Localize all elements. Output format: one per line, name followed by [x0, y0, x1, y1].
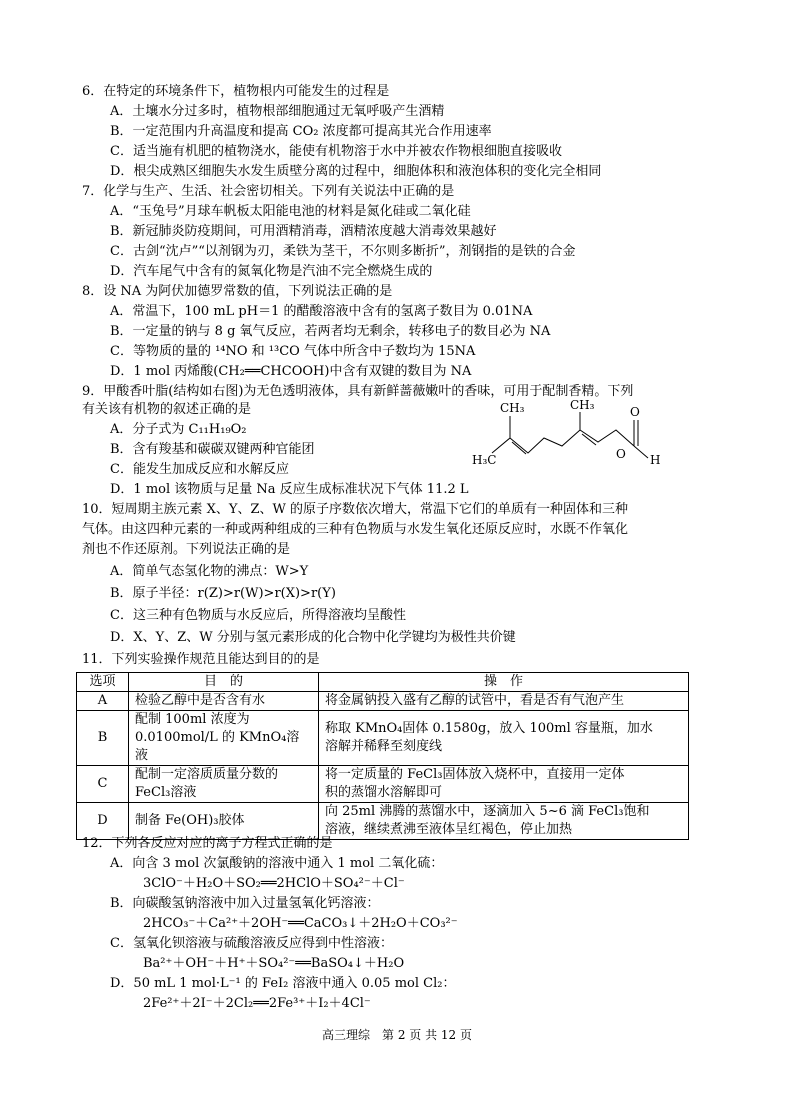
experiment-table	[76, 672, 689, 840]
q10-stem-line3: 剂也不作还原剂。下列说法正确的是	[82, 542, 291, 557]
q7-stem: 7．化学与生产、生活、社会密切相关。下列有关说法中正确的是	[82, 184, 455, 199]
q12-option-c: C．氢氧化钡溶液与硫酸溶液反应得到中性溶液：	[110, 936, 393, 951]
q7-option-a: A．“玉兔号”月球车帆板太阳能电池的材料是氮化硅或二氧化硅	[110, 204, 471, 219]
table-row	[77, 711, 689, 766]
q9-option-c: C．能发生加成反应和水解反应	[110, 462, 289, 477]
q10-stem-line2: 气体。由这四种元素的一种或两种组成的三种有色物质与水发生氧化还原反应时，水既不作氧化	[82, 522, 629, 537]
row-operation-line: 向 25ml 沸腾的蒸馏水中，逐滴加入 5~6 滴 FeCl₃饱和	[325, 804, 650, 819]
row-operation-line: 溶解并稀释至刻度线	[325, 739, 443, 754]
q9-stem-line2: 有关该有机物的叙述正确的是	[82, 402, 252, 417]
row-aim	[129, 692, 319, 711]
table-header-aim: 目 的	[129, 673, 319, 692]
mol-label-o-ester: O	[616, 447, 626, 461]
row-aim	[129, 766, 319, 803]
q8-option-c: C．等物质的量的 ¹⁴NO 和 ¹³CO 气体中所含中子数均为 15NA	[110, 344, 476, 359]
q8-option-d: D．1 mol 丙烯酸(CH₂══CHCOOH)中含有双键的数目为 NA	[110, 364, 472, 379]
row-aim-line: FeCl₃溶液	[135, 785, 197, 800]
row-aim-line: 检验乙醇中是否含有水	[135, 693, 266, 708]
q12-option-d: D．50 mL 1 mol·L⁻¹ 的 FeI₂ 溶液中通入 0.05 mol Cl₂：	[110, 976, 456, 991]
q7-option-c: C．古剑“沈卢”“以剂钢为刃，柔铁为茎干，不尔则多断折”，剂钢指的是铁的合金	[110, 244, 576, 259]
q10-option-c: C．这三种有色物质与水反应后，所得溶液均呈酸性	[110, 608, 406, 623]
table-row	[77, 803, 689, 840]
row-option: B	[77, 711, 129, 766]
row-option: D	[77, 803, 129, 840]
q8-option-b: B．一定量的钠与 8 g 氧气反应，若两者均无剩余，转移电子的数目必为 NA	[110, 324, 551, 339]
q8-stem: 8．设 NA 为阿伏加德罗常数的值，下列说法正确的是	[82, 284, 393, 299]
mol-label-h3c: H₃C	[472, 453, 497, 467]
q9-option-a: A．分子式为 C₁₁H₁₉O₂	[110, 422, 247, 437]
q6-option-d: D．根尖成熟区细胞失水发生质壁分离的过程中，细胞体积和液泡体积的变化完全相同	[110, 164, 602, 179]
mol-label-ch3-b: CH₃	[570, 398, 595, 412]
row-operation-line: 积的蒸馏水溶解即可	[325, 785, 443, 800]
row-aim	[129, 803, 319, 840]
table-header-row	[77, 673, 689, 692]
q9-option-d: D．1 mol 该物质与足量 Na 反应生成标准状况下气体 11.2 L	[110, 482, 469, 497]
row-option: C	[77, 766, 129, 803]
row-operation-line: 溶液，继续煮沸至液体呈红褐色，停止加热	[325, 822, 573, 837]
q6-option-b: B．一定范围内升高温度和提高 CO₂ 浓度都可提高其光合作用速率	[110, 124, 492, 139]
row-aim	[129, 711, 319, 766]
q7-option-b: B．新冠肺炎防疫期间，可用酒精消毒，酒精浓度越大消毒效果越好	[110, 224, 497, 239]
table-header-operation: 操 作	[319, 673, 689, 692]
row-operation-line: 将金属钠投入盛有乙醇的试管中，看是否有气泡产生	[325, 693, 625, 708]
row-aim-line: 制备 Fe(OH)₃胶体	[135, 813, 245, 828]
q12-option-b: B．向碳酸氢钠溶液中加入过量氢氧化钙溶液：	[110, 896, 380, 911]
q12-equation-d: 2Fe²⁺＋2I⁻＋2Cl₂══2Fe³⁺＋I₂＋4Cl⁻	[143, 996, 371, 1011]
q12-equation-c: Ba²⁺＋OH⁻＋H⁺＋SO₄²⁻══BaSO₄↓＋H₂O	[143, 956, 405, 971]
row-aim-line: 配制 100ml 浓度为	[135, 712, 250, 727]
q10-option-b: B．原子半径：r(Z)>r(W)>r(X)>r(Y)	[110, 586, 336, 601]
row-aim-line: 0.0100mol/L 的 KMnO₄溶液	[135, 730, 300, 763]
mol-label-ch3-a: CH₃	[500, 401, 525, 415]
q12-equation-b: 2HCO₃⁻＋Ca²⁺＋2OH⁻══CaCO₃↓＋2H₂O＋CO₃²⁻	[143, 916, 458, 931]
row-operation	[319, 766, 689, 803]
row-option: A	[77, 692, 129, 711]
q6-option-c: C．适当施有机肥的植物浇水，能使有机物溶于水中并被农作物根细胞直接吸收	[110, 144, 562, 159]
page-footer: 高三理综 第 2 页 共 12 页	[322, 1028, 472, 1042]
q10-option-d: D．X、Y、Z、W 分别与氢元素形成的化合物中化学键均为极性共价键	[110, 630, 516, 645]
q11-stem: 11．下列实验操作规范且能达到目的的是	[82, 652, 320, 667]
q12-stem: 12．下列各反应对应的离子方程式正确的是	[82, 836, 333, 851]
geranyl-formate-structure	[470, 398, 670, 468]
row-operation-line: 将一定质量的 FeCl₃固体放入烧杯中，直接用一定体	[325, 767, 625, 782]
q12-equation-a: 3ClO⁻＋H₂O＋SO₂══2HClO＋SO₄²⁻＋Cl⁻	[143, 876, 405, 891]
q6-stem: 6．在特定的环境条件下，植物根内可能发生的过程是	[82, 84, 390, 99]
row-operation	[319, 711, 689, 766]
table-header-option: 选项	[77, 673, 129, 692]
row-operation-line: 称取 KMnO₄固体 0.1580g，放入 100ml 容量瓶，加水	[325, 721, 653, 736]
mol-label-h: H	[650, 453, 661, 467]
row-operation	[319, 803, 689, 840]
q9-option-b: B．含有羧基和碳碳双键两种官能团	[110, 442, 315, 457]
table-row	[77, 692, 689, 711]
q10-stem-line1: 10．短周期主族元素 X、Y、Z、W 的原子序数依次增大，常温下它们的单质有一种固体和三种	[82, 502, 629, 517]
q8-option-a: A．常温下，100 mL pH＝1 的醋酸溶液中含有的氢离子数目为 0.01NA	[110, 304, 533, 319]
q9-stem-line1: 9．甲酸香叶脂(结构如右图)为无色透明液体，具有新鲜蔷薇嫩叶的香味，可用于配制香精。下列	[82, 384, 634, 399]
table-row	[77, 766, 689, 803]
mol-label-o-carbonyl: O	[630, 405, 640, 419]
q12-option-a: A．向含 3 mol 次氯酸钠的溶液中通入 1 mol 二氧化硫：	[110, 856, 444, 871]
q6-option-a: A．土壤水分过多时，植物根部细胞通过无氧呼吸产生酒精	[110, 104, 445, 119]
row-operation	[319, 692, 689, 711]
row-aim-line: 配制一定溶质质量分数的	[135, 767, 279, 782]
q10-option-a: A．简单气态氢化物的沸点：W>Y	[110, 564, 309, 579]
q7-option-d: D．汽车尾气中含有的氮氧化物是汽油不完全燃烧生成的	[110, 264, 433, 279]
